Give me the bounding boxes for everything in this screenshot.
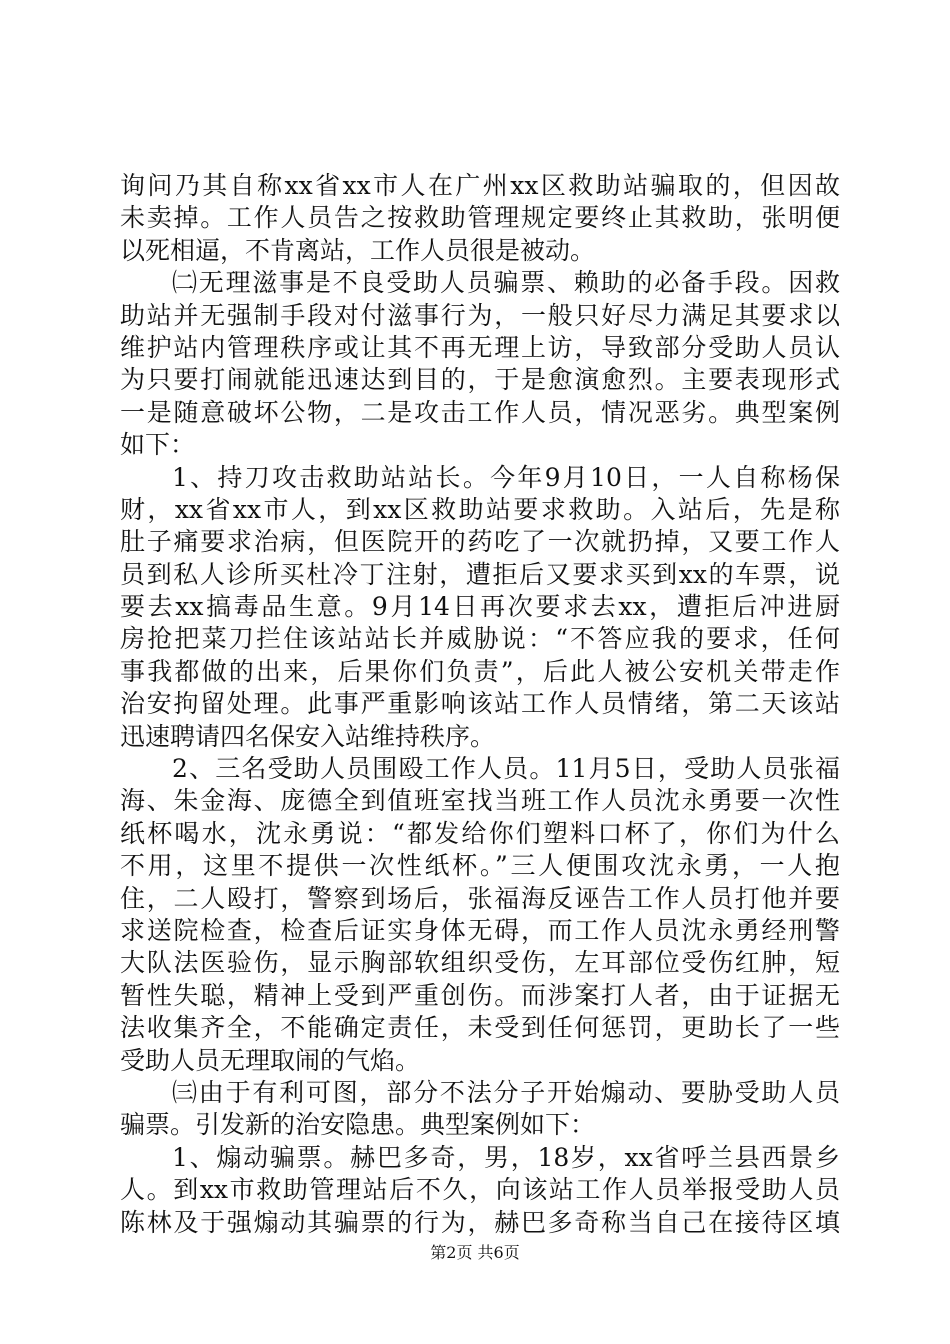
text-line: 肚子痛要求治病，但医院开的药吃了一次就扔掉，又要工作人 bbox=[120, 527, 840, 557]
text-line: 要去xx搞毒品生意。9月14日再次要求去xx，遭拒后冲进厨 bbox=[120, 592, 840, 622]
paragraph-start-line: 1、煽动骗票。赫巴多奇，男，18岁，xx省呼兰县西景乡 bbox=[172, 1142, 840, 1172]
text-line: 为只要打闹就能迅速达到目的，于是愈演愈烈。主要表现形式 bbox=[120, 365, 840, 395]
text-line: 求送院检查，检查后证实身体无碍，而工作人员沈永勇经刑警 bbox=[120, 915, 840, 945]
text-line: 暂性失聪，精神上受到严重创伤。而涉案打人者，由于证据无 bbox=[120, 980, 840, 1010]
text-line: 迅速聘请四名保安入站维持秩序。 bbox=[120, 721, 496, 751]
text-line: 未卖掉。工作人员告之按救助管理规定要终止其救助，张明便 bbox=[120, 203, 840, 233]
text-line: 不用，这里不提供一次性纸杯。”三人便围攻沈永勇，一人抱 bbox=[120, 851, 840, 881]
text-line: 人。到xx市救助管理站后不久，向该站工作人员举报受助人员 bbox=[120, 1175, 840, 1205]
paragraph-start-line: 1、持刀攻击救助站站长。今年9月10日，一人自称杨保 bbox=[172, 462, 840, 492]
text-line: 事我都做的出来，后果你们负责”，后此人被公安机关带走作 bbox=[120, 656, 840, 686]
text-line: 治安拘留处理。此事严重影响该站工作人员情绪，第二天该站 bbox=[120, 689, 840, 719]
text-line: 以死相逼，不肯离站，工作人员很是被动。 bbox=[120, 235, 596, 265]
text-line: 房抢把菜刀拦住该站站长并威胁说：“不答应我的要求，任何 bbox=[120, 624, 840, 654]
paragraph-start-line: ㈡无理滋事是不良受助人员骗票、赖助的必备手段。因救 bbox=[172, 268, 840, 298]
text-line: 财，xx省xx市人，到xx区救助站要求救助。入站后，先是称 bbox=[120, 494, 840, 524]
page-number-footer: 第2页 共6页 bbox=[430, 1243, 520, 1262]
text-line: 纸杯喝水，沈永勇说：“都发给你们塑料口杯了，你们为什么 bbox=[120, 818, 840, 848]
text-line: 住，二人殴打，警察到场后，张福海反诬告工作人员打他并要 bbox=[120, 883, 840, 913]
text-line: 陈林及于强煽动其骗票的行为，赫巴多奇称当自己在接待区填 bbox=[120, 1207, 840, 1237]
text-line: 受助人员无理取闹的气焰。 bbox=[120, 1045, 421, 1075]
text-line: 骗票。引发新的治安隐患。典型案例如下： bbox=[120, 1110, 596, 1140]
document-body bbox=[120, 170, 840, 1239]
text-line: 大队法医验伤，显示胸部软组织受伤，左耳部位受伤红肿，短 bbox=[120, 948, 840, 978]
text-line: 海、朱金海、庞德全到值班室找当班工作人员沈永勇要一次性 bbox=[120, 786, 840, 816]
text-line: 询问乃其自称xx省xx市人在广州xx区救助站骗取的，但因故 bbox=[120, 171, 840, 200]
paragraph-start-line: ㈢由于有利可图，部分不法分子开始煽动、要胁受助人员 bbox=[172, 1077, 840, 1107]
text-line: 法收集齐全，不能确定责任，未受到任何惩罚，更助长了一些 bbox=[120, 1013, 840, 1043]
text-line: 维护站内管理秩序或让其不再无理上访，导致部分受助人员认 bbox=[120, 332, 840, 362]
text-line: 员到私人诊所买杜冷丁注射，遭拒后又要求买到xx的车票，说 bbox=[120, 559, 840, 589]
paragraph-start-line: 2、三名受助人员围殴工作人员。11月5日，受助人员张福 bbox=[172, 754, 840, 784]
text-line: 一是随意破坏公物，二是攻击工作人员，情况恶劣。典型案例 bbox=[120, 397, 840, 427]
text-line: 如下： bbox=[120, 430, 196, 460]
text-line: 助站并无强制手段对付滋事行为，一般只好尽力满足其要求以 bbox=[120, 300, 840, 330]
